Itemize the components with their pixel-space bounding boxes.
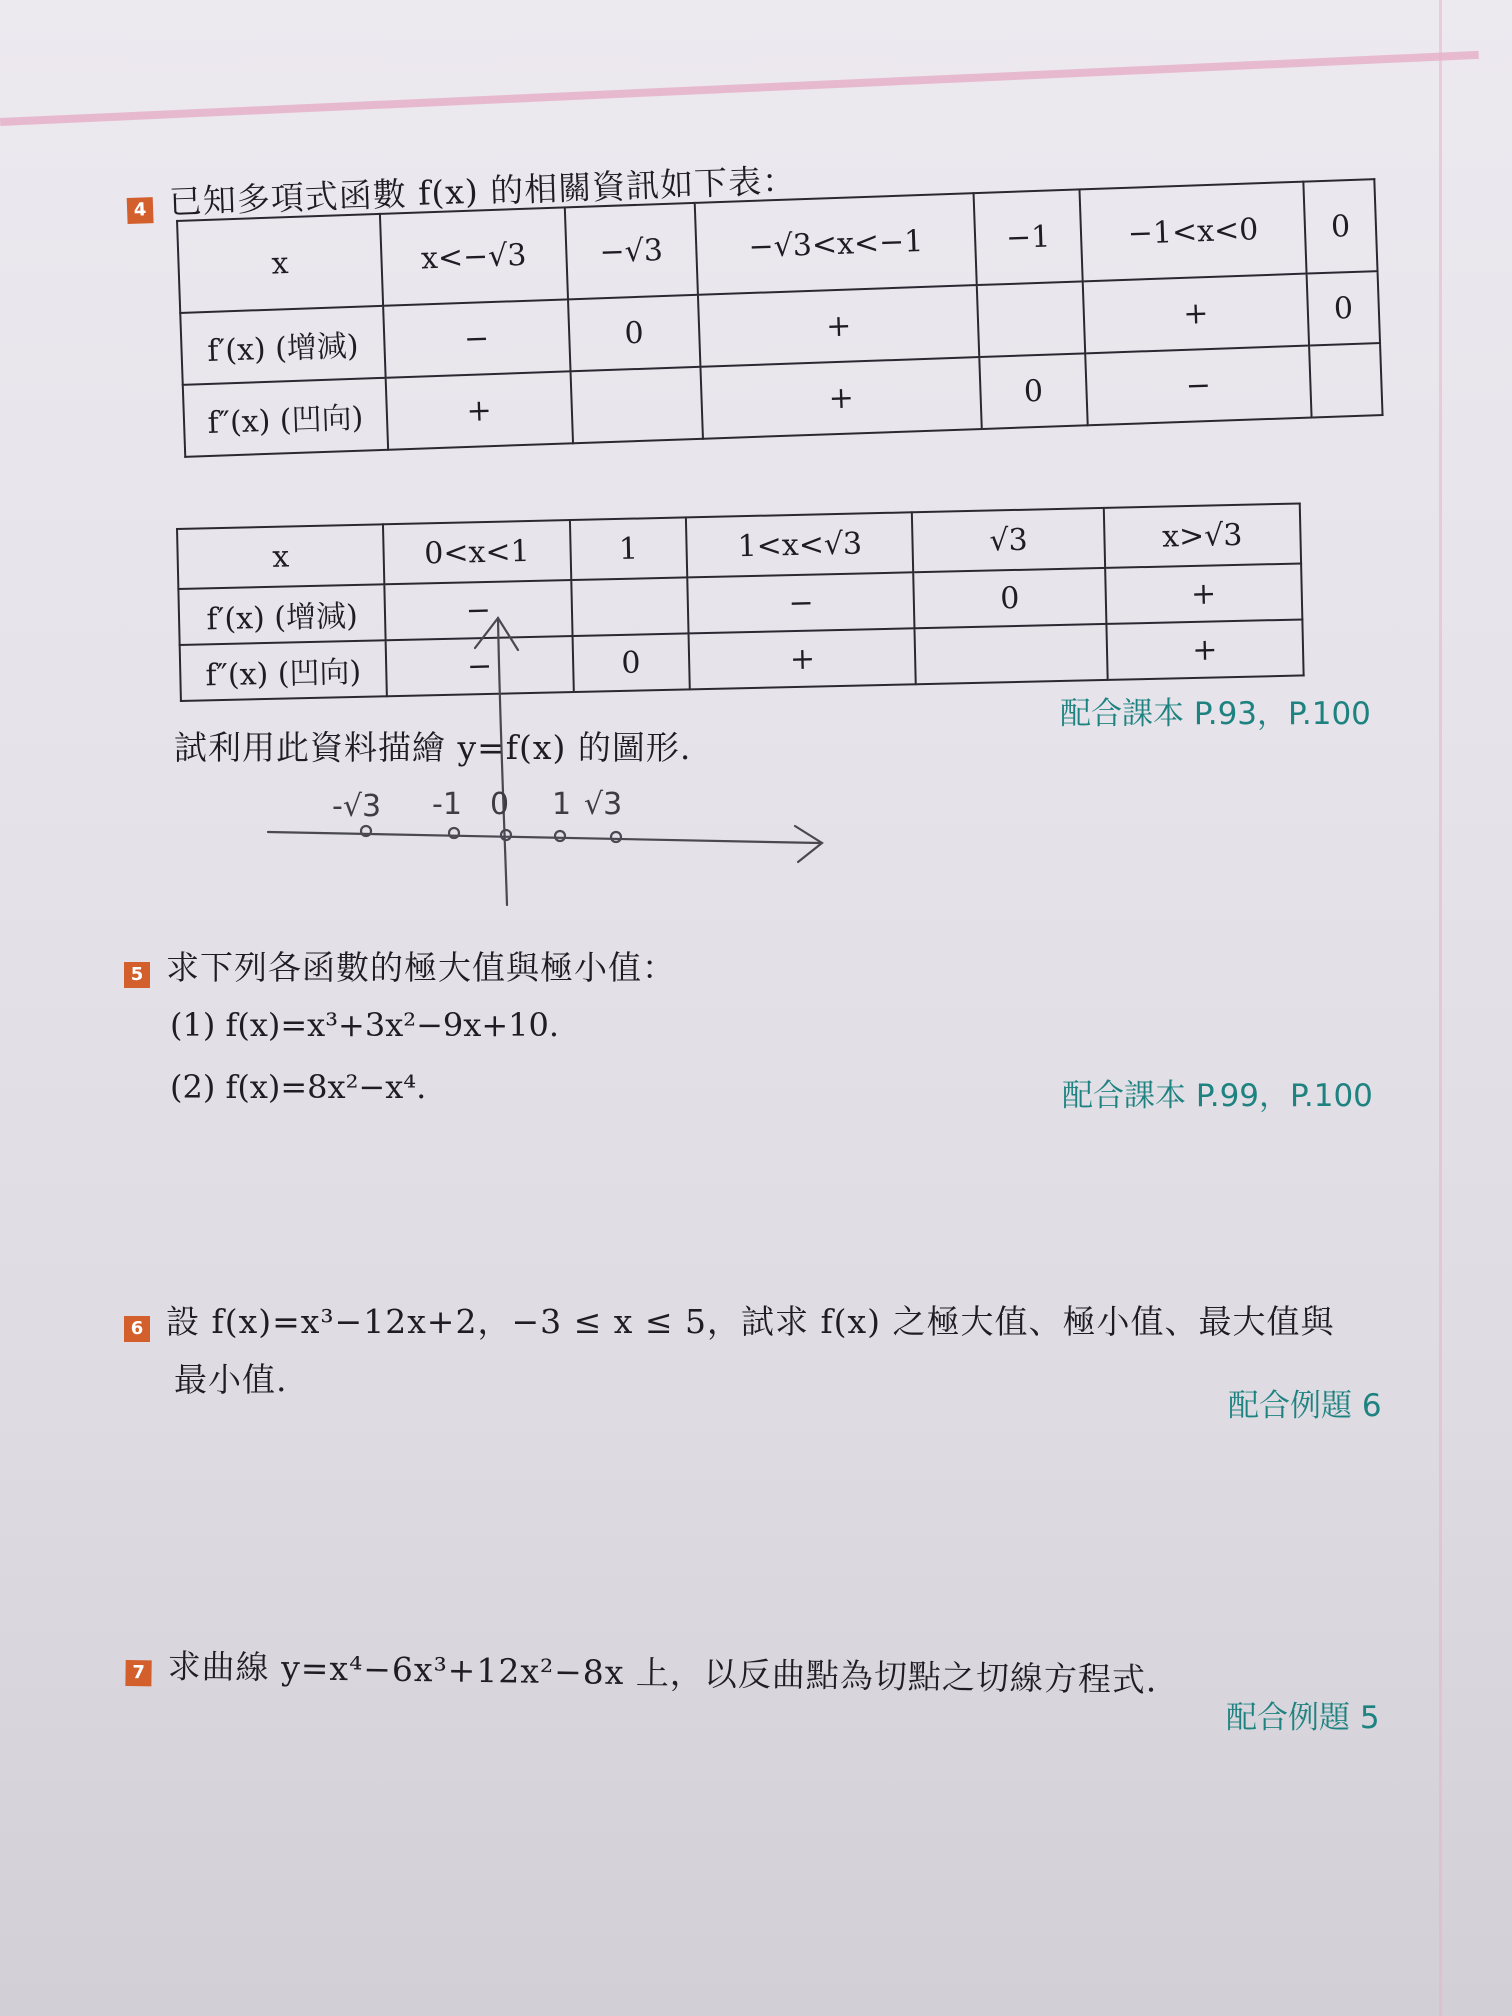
table-cell: + <box>689 628 917 689</box>
question-number-badge: 7 <box>125 1659 151 1685</box>
example-reference: 配合例題 5 <box>1226 1700 1380 1736</box>
table-cell: −1 <box>974 189 1083 285</box>
table-cell: x>√3 <box>1103 503 1301 567</box>
table-cell: x<−√3 <box>380 207 568 305</box>
textbook-reference: 配合課本 P.99，P.100 <box>1062 1078 1373 1114</box>
sign-table-1 <box>176 178 1384 458</box>
question-number-badge: 6 <box>124 1316 150 1342</box>
table-cell: + <box>1106 619 1304 679</box>
y-axis-arrow <box>475 618 518 650</box>
handwritten-label: 1 <box>552 787 572 822</box>
handwritten-label: √3 <box>584 787 623 822</box>
table-cell: − <box>383 299 570 377</box>
question-text: 設 f(x)=x³−12x+2，−3 ≤ x ≤ 5，試求 f(x) 之極大值、極小值、最大值與 <box>166 1302 1335 1341</box>
table-cell: −1<x<0 <box>1079 182 1307 282</box>
axis-point <box>611 832 621 842</box>
axis-point <box>555 831 565 841</box>
table-cell: + <box>700 357 982 439</box>
table-cell: 0 <box>1304 179 1378 273</box>
question-text: 求曲線 y=x⁴−6x³+12x²−8x 上，以反曲點為切點之切線方程式. <box>167 1646 1158 1700</box>
page-margin-line <box>0 51 1479 126</box>
question-number-badge: 5 <box>124 962 150 988</box>
table-cell: x <box>177 524 384 589</box>
axis-point <box>501 830 511 840</box>
y-axis-line <box>498 618 507 905</box>
table-cell: + <box>698 285 980 367</box>
table-cell: − <box>687 572 915 633</box>
sub-question-2: (2) f(x)=8x²−x⁴. <box>170 1068 427 1106</box>
table-cell: 0<x<1 <box>383 520 571 584</box>
question-text-continued: 最小值. <box>174 1360 288 1399</box>
table-cell: − <box>384 580 572 640</box>
table-cell <box>1309 343 1382 417</box>
question-text: 求下列各函數的極大值與極小值： <box>166 948 676 987</box>
table-cell: + <box>385 371 572 449</box>
question-number-badge: 4 <box>127 197 154 224</box>
page-edge-line <box>1439 0 1512 2016</box>
table-cell: + <box>1105 563 1303 623</box>
textbook-reference: 配合課本 P.93，P.100 <box>1060 696 1371 732</box>
table-cell: f″(x) (凹向) <box>180 640 387 701</box>
question-5-header <box>124 942 676 989</box>
example-reference: 配合例題 6 <box>1228 1388 1382 1424</box>
sub-question-1: (1) f(x)=x³+3x²−9x+10. <box>170 1006 560 1044</box>
table-cell: f′(x) (增減) <box>178 584 385 645</box>
table-cell: 0 <box>572 633 690 692</box>
x-axis-line <box>268 832 820 843</box>
table-cell: 0 <box>980 353 1088 429</box>
table-cell: + <box>1082 274 1309 354</box>
table-cell: 1 <box>570 517 688 580</box>
table-cell: f′(x) (增減) <box>180 306 385 385</box>
table-cell: 0 <box>914 568 1106 628</box>
table-cell: 1<x<√3 <box>686 512 914 577</box>
question-text: 已知多項式函數 f(x) 的相關資訊如下表： <box>168 160 797 222</box>
table-cell: √3 <box>912 508 1104 572</box>
question-6-header <box>124 1296 1335 1343</box>
handwritten-label: -√3 <box>332 789 382 824</box>
question-7-header <box>125 1640 1157 1701</box>
table-cell: −√3<x<−1 <box>695 193 977 295</box>
table-cell <box>977 281 1085 357</box>
handwritten-axes-sketch <box>250 600 850 920</box>
table-cell <box>915 624 1107 684</box>
table-cell: 0 <box>1307 271 1380 345</box>
table-cell: − <box>386 636 574 696</box>
handwritten-label: 0 <box>490 787 510 822</box>
table-cell: f″(x) (凹向) <box>183 378 388 457</box>
question-instruction: 試利用此資料描繪 y=f(x) 的圖形. <box>174 728 692 767</box>
table-cell: −√3 <box>565 203 698 299</box>
table-cell: 0 <box>568 295 701 372</box>
table-cell: − <box>1085 346 1312 426</box>
table-cell <box>570 367 703 444</box>
table-cell: x <box>177 214 383 313</box>
handwritten-label: -1 <box>432 787 462 822</box>
